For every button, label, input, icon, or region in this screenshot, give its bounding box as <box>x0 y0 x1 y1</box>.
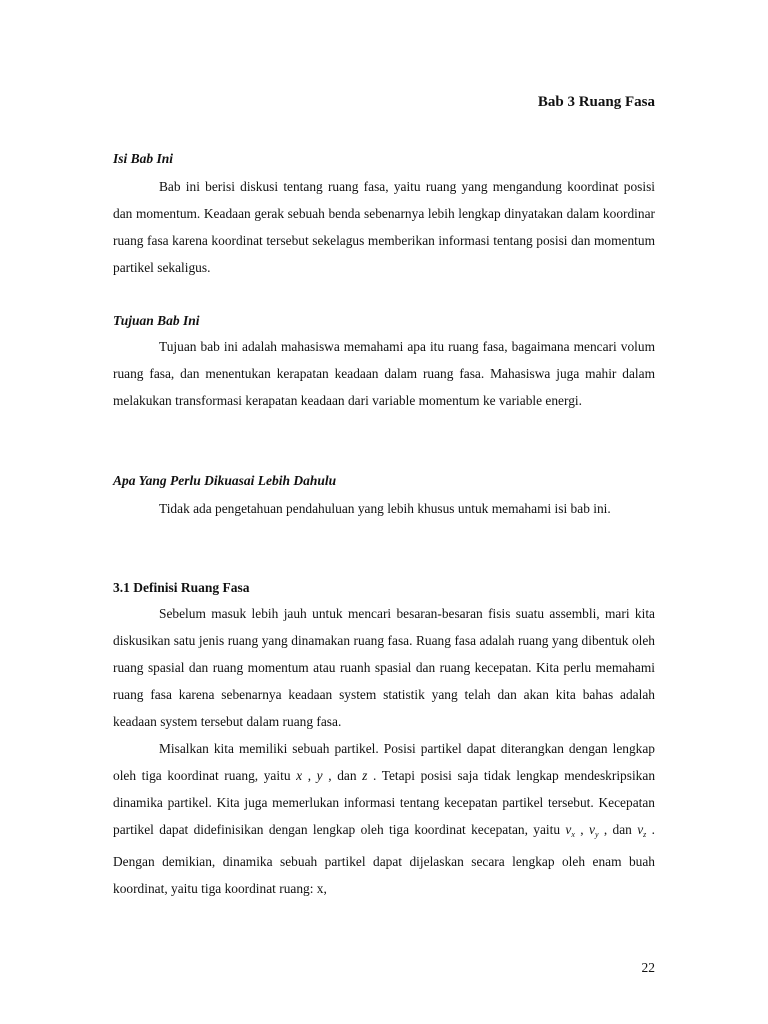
math-y: y <box>316 768 323 783</box>
page-number: 22 <box>641 960 655 975</box>
paragraph-tujuan-bab: Tujuan bab ini adalah mahasiswa memahami apa itu ruang fasa, bagaimana mencari volum ruang fasa, dan menentukan kerapatan keadaan dalam ruang fasa. Mahasiswa juga mahir dalam melakukan transformasi kerapatan keadaan dari variable momentum ke variable energi. <box>113 339 655 408</box>
para2-text-2: . Tetapi posisi saja tidak lengkap mendeskripsikan dinamika partikel. Kita juga memerlukan informasi tentang kecepatan partikel tersebut. Kecepatan partikel dapat didefinisikan dengan lengkap oleh tiga koordinat kecepatan, yaitu <box>113 768 656 837</box>
para2-sep-3: , <box>574 822 589 837</box>
para2-sep-4: , dan <box>598 822 638 837</box>
math-vx <box>565 822 575 837</box>
para2-sep-2: , dan <box>322 768 363 783</box>
para2-text-3: . Dengan demikian, dinamika sebuah partikel dapat dijelaskan secara lengkap oleh enam buah koordinat, yaitu tiga koordinat ruang: x, <box>113 822 655 896</box>
paragraph-prasyarat: Tidak ada pengetahuan pendahuluan yang lebih khusus untuk memahami isi bab ini. <box>159 501 611 516</box>
math-v-symbol: v <box>588 822 595 837</box>
heading-definisi-ruang-fasa: 3.1 Definisi Ruang Fasa <box>113 580 250 595</box>
para2-text-1: Misalkan kita memiliki sebuah partikel. Posisi partikel dapat diterangkan dengan lengkap oleh tiga koordinat ruang, yaitu <box>113 741 655 783</box>
math-vz <box>637 822 646 837</box>
heading-isi-bab: Isi Bab Ini <box>113 151 174 166</box>
math-subscript-x: x <box>571 830 575 839</box>
math-subscript-y: y <box>594 830 599 839</box>
paragraph-definisi-1: Sebelum masuk lebih jauh untuk mencari besaran-besaran fisis suatu assembli, mari kita diskusikan satu jenis ruang yang dinamakan ruang fasa. Ruang fasa adalah ruang yang dibentuk oleh ruang spasial dan ruang momentum atau ruanh spasial dan ruang kecepatan. Kita perlu memahami ruang fasa karena sebenarnya keadaan system statistik yang telah dan akan kita bahas adalah keadaan system tersebut dalam ruang fasa. <box>113 606 655 729</box>
paragraph-isi-bab: Bab ini berisi diskusi tentang ruang fasa, yaitu ruang yang mengandung koordinat posisi dan momentum. Keadaan gerak sebuah benda sebenarnya lebih lengkap dinyatakan dalam koordinar ruang fasa karena koordinat tersebut sekelagus memberikan informasi tentang posisi dan momentum partikel sekaligus. <box>113 179 655 275</box>
math-v-symbol: v <box>637 822 644 837</box>
math-v-symbol: v <box>565 822 572 837</box>
chapter-title: Bab 3 Ruang Fasa <box>537 94 655 110</box>
heading-tujuan-bab: Tujuan Bab Ini <box>113 313 200 328</box>
math-vy <box>589 822 599 837</box>
heading-prasyarat: Apa Yang Perlu Dikuasai Lebih Dahulu <box>113 473 337 488</box>
math-subscript-z: z <box>643 830 647 839</box>
math-z: z <box>362 768 368 783</box>
math-x: x <box>296 768 303 783</box>
para2-sep-1: , <box>302 768 317 783</box>
paragraph-definisi-2 <box>113 735 655 902</box>
